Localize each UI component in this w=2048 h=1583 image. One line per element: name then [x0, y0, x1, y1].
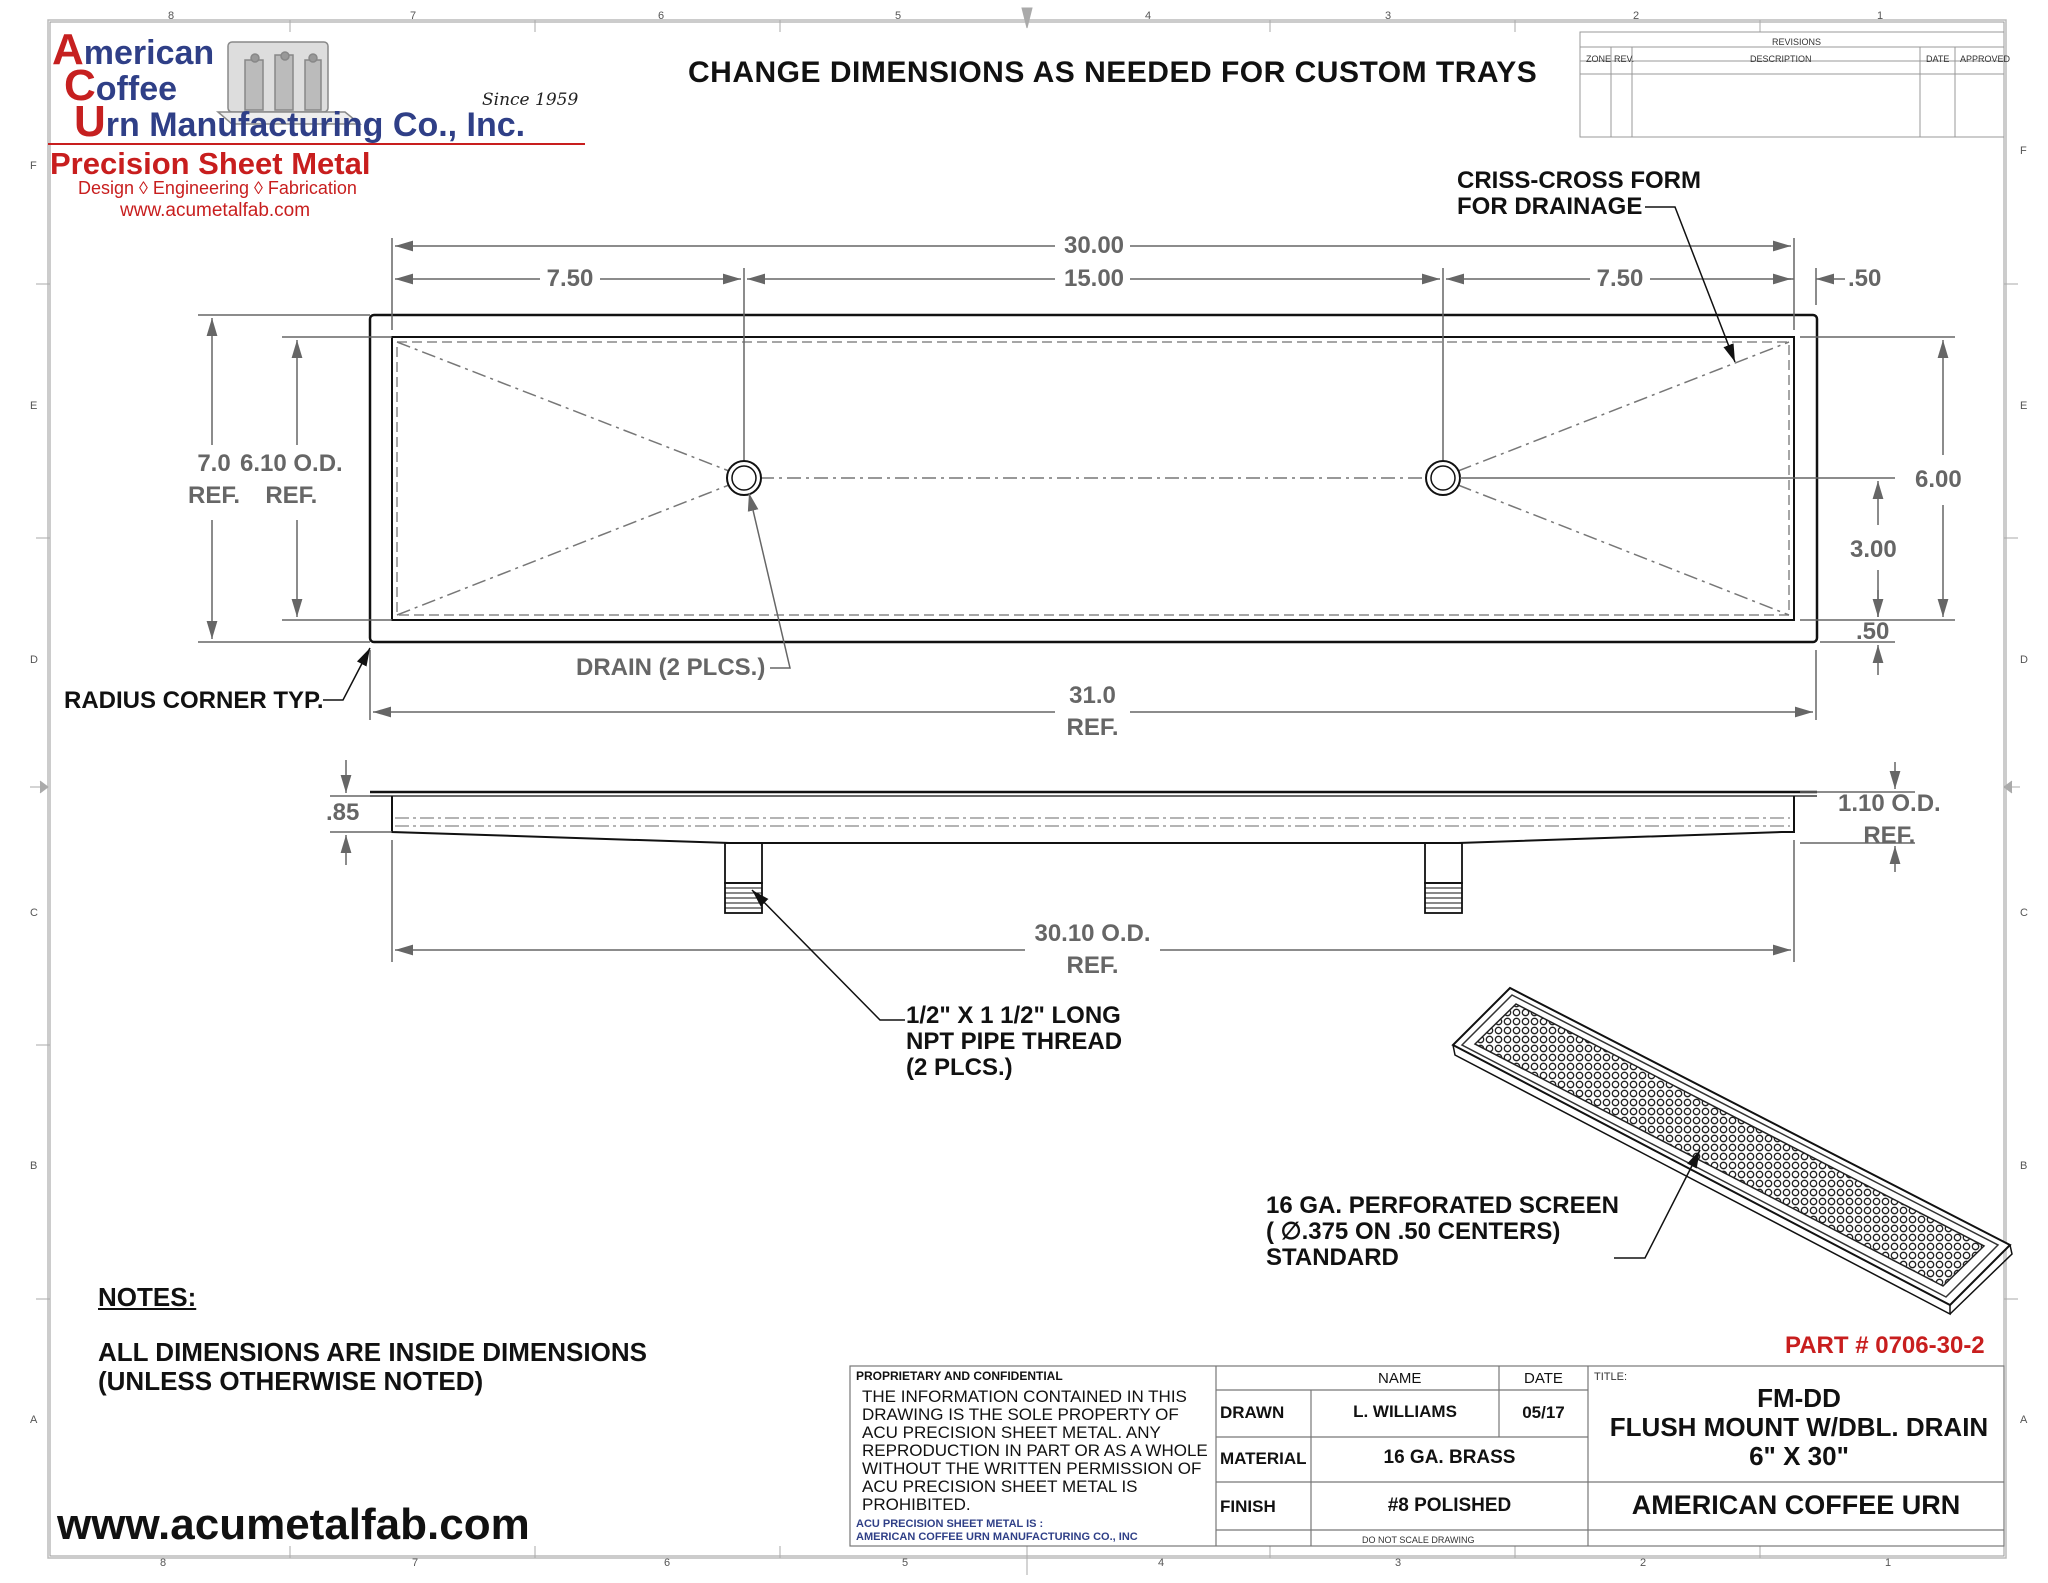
- logo-tagline-sub: Design ◊ Engineering ◊ Fabrication: [78, 178, 357, 198]
- finish-label: FINISH: [1220, 1497, 1276, 1516]
- dim-height-ref: 7.0 REF.: [188, 450, 241, 509]
- zone-col-top: 3: [1385, 10, 1392, 22]
- zone-col-bottom: 1: [1885, 1557, 1892, 1569]
- notes-body: ALL DIMENSIONS ARE INSIDE DIMENSIONS (UNLESS OTHERWISE NOTED): [98, 1337, 647, 1396]
- do-not-scale: DO NOT SCALE DRAWING: [1362, 1535, 1475, 1545]
- dim-length-od: 30.10 O.D. REF.: [1034, 920, 1151, 979]
- zone-row-left: D: [30, 654, 38, 666]
- logo-line2: Coffee: [64, 61, 178, 110]
- zone-col-bottom: 2: [1640, 1557, 1647, 1569]
- name-header: NAME: [1378, 1370, 1422, 1387]
- zone-col-bottom: 3: [1395, 1557, 1402, 1569]
- zone-row-right: B: [2020, 1160, 2028, 1172]
- drain-right: [1426, 461, 1460, 495]
- top-dimensions: [198, 238, 1955, 720]
- logo-since: Since 1959: [482, 90, 579, 110]
- title-label: TITLE:: [1594, 1371, 1628, 1383]
- pipe-thread-callout: 1/2" X 1 1/2" LONG NPT PIPE THREAD (2 PLCS.): [906, 1002, 1123, 1081]
- revisions-col: APPROVED: [1960, 54, 2011, 64]
- dim-flange-bottom: .50: [1856, 618, 1890, 645]
- zone-row-left: E: [30, 400, 38, 412]
- zone-row-right: D: [2020, 654, 2028, 666]
- dim-drain-center: 3.00: [1850, 536, 1897, 563]
- zone-row-left: B: [30, 1160, 38, 1172]
- dim-overall-ref: 31.0 REF.: [1066, 682, 1119, 741]
- zone-col-top: 8: [168, 10, 175, 22]
- revisions-title: REVISIONS: [1772, 37, 1822, 47]
- zone-row-right: A: [2020, 1414, 2028, 1426]
- zone-ticks: [36, 20, 2018, 1558]
- acu-is-line1: ACU PRECISION SHEET METAL IS :: [856, 1518, 1044, 1530]
- dim-height-od: 6.10 O.D. REF.: [240, 450, 343, 509]
- prop-heading: PROPRIETARY AND CONFIDENTIAL: [856, 1369, 1063, 1383]
- footer-website[interactable]: www.acumetalfab.com: [57, 1500, 530, 1549]
- radius-corner-callout: RADIUS CORNER TYP.: [64, 687, 324, 714]
- logo-line3: Urn Manufacturing Co., Inc.: [74, 97, 526, 146]
- outer-border: [48, 20, 2006, 1558]
- material-value: 16 GA. BRASS: [1383, 1447, 1516, 1468]
- drain-left: [727, 461, 761, 495]
- prop-text: THE INFORMATION CONTAINED IN THIS DRAWING IS THE SOLE PROPERTY OF ACU PRECISION SHEET METAL. ANY REPRODUCTION IN PART OR AS A WHOLE WITHOUT THE WRITTEN PERMISSION OF ACU PRECISION SHEET METAL IS PROHIBITED.: [862, 1387, 1208, 1514]
- side-view: [370, 792, 1817, 913]
- finish-value: #8 POLISHED: [1387, 1495, 1512, 1516]
- company-name: AMERICAN COFFEE URN: [1631, 1490, 1961, 1520]
- logo-tagline-main: Precision Sheet Metal: [50, 146, 371, 181]
- zone-row-left: F: [30, 160, 37, 172]
- criss-cross-callout: CRISS-CROSS FORM FOR DRAINAGE: [1457, 167, 1702, 220]
- acu-is-line2: AMERICAN COFFEE URN MANUFACTURING CO., INC: [856, 1531, 1138, 1543]
- drain-callout: DRAIN (2 PLCS.): [576, 654, 766, 681]
- zone-col-bottom: 6: [664, 1557, 671, 1569]
- zone-row-left: C: [30, 907, 38, 919]
- revisions-col: DATE: [1926, 54, 1950, 64]
- zone-col-bottom: 7: [412, 1557, 419, 1569]
- zone-col-top: 7: [410, 10, 417, 22]
- dim-flange-top: .50: [1848, 265, 1882, 292]
- zone-col-top: 4: [1145, 10, 1152, 22]
- revisions-col: REV.: [1614, 54, 1635, 64]
- dim-depth-od: 1.10 O.D. REF.: [1838, 790, 1941, 849]
- zone-row-right: E: [2020, 400, 2028, 412]
- zone-col-top: 6: [658, 10, 665, 22]
- zone-col-top: 5: [895, 10, 902, 22]
- material-label: MATERIAL: [1220, 1449, 1307, 1468]
- dim-center-span: 15.00: [1063, 265, 1125, 292]
- dim-depth: .85: [326, 799, 360, 826]
- revisions-col: ZONE: [1586, 54, 1612, 64]
- drawn-name: L. WILLIAMS: [1353, 1402, 1457, 1421]
- zone-col-top: 1: [1877, 10, 1884, 22]
- revisions-col: DESCRIPTION: [1750, 54, 1812, 64]
- logo-website[interactable]: www.acumetalfab.com: [120, 200, 311, 221]
- dim-overall-inside: 30.00: [1063, 232, 1125, 259]
- dim-left-offset: 7.50: [546, 265, 594, 292]
- notes-heading: NOTES:: [98, 1282, 197, 1312]
- dim-right-offset: 7.50: [1596, 265, 1644, 292]
- zone-col-top: 2: [1633, 10, 1640, 22]
- zone-row-left: A: [30, 1414, 38, 1426]
- inner-border: [50, 22, 2004, 1556]
- header-note: CHANGE DIMENSIONS AS NEEDED FOR CUSTOM TRAYS: [688, 56, 1538, 89]
- revisions-table: [1580, 32, 2004, 137]
- zone-row-right: F: [2020, 145, 2027, 157]
- drawn-date: 05/17: [1522, 1403, 1565, 1422]
- zone-row-right: C: [2020, 907, 2028, 919]
- top-leaders: [323, 207, 1735, 700]
- zone-col-bottom: 8: [160, 1557, 167, 1569]
- pipe-left: [725, 843, 762, 913]
- date-header: DATE: [1524, 1370, 1563, 1387]
- part-number: PART # 0706-30-2: [1785, 1332, 1985, 1359]
- dim-inside-height: 6.00: [1915, 466, 1962, 493]
- zone-col-bottom: 4: [1158, 1557, 1165, 1569]
- zone-col-bottom: 5: [902, 1557, 909, 1569]
- drawing-title: FM-DD FLUSH MOUNT W/DBL. DRAIN 6" X 30": [1609, 1383, 1989, 1471]
- drawn-label: DRAWN: [1220, 1403, 1285, 1422]
- logo-line1: American: [52, 25, 215, 74]
- perforated-screen-callout: 16 GA. PERFORATED SCREEN ( ∅.375 ON .50 CENTERS) STANDARD: [1266, 1192, 1619, 1271]
- pipe-leader: [752, 890, 905, 1020]
- pipe-right: [1425, 843, 1462, 913]
